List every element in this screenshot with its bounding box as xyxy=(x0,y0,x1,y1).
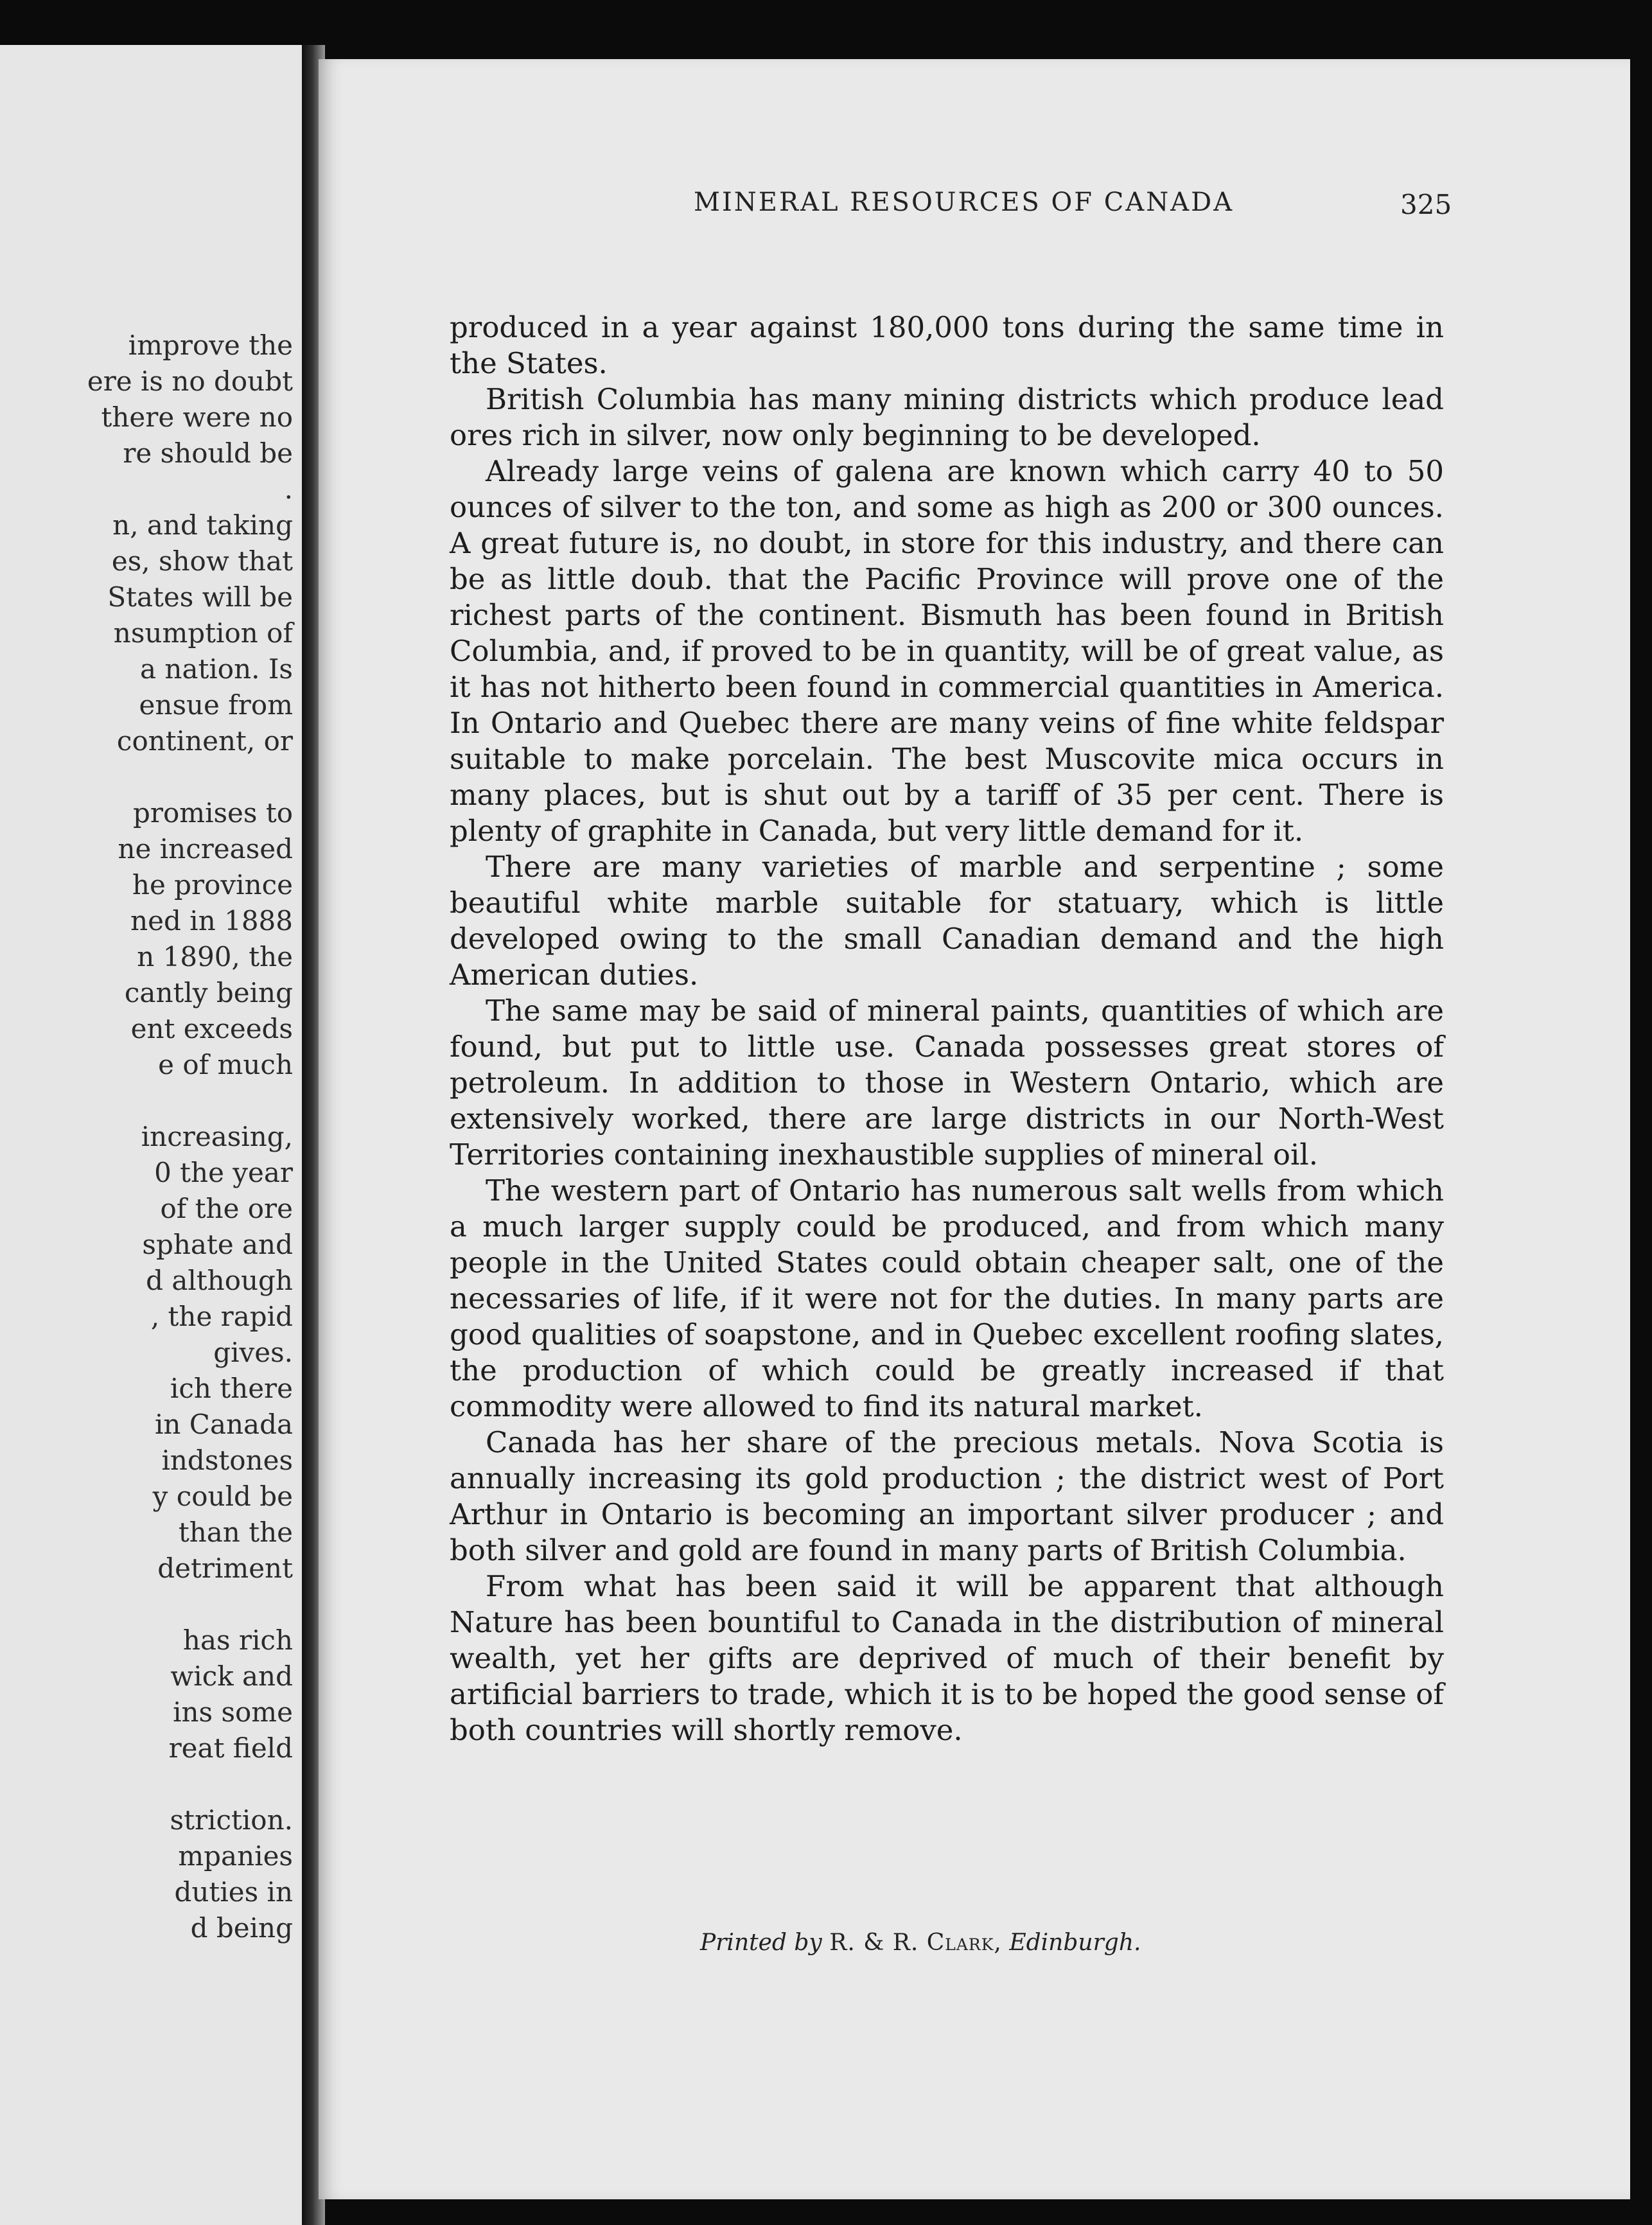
previous-page-line: increasing, xyxy=(141,1121,293,1152)
previous-page-text xyxy=(0,328,293,1946)
paragraph: The same may be said of mineral paints, quantities of which are found, but put to little use. Canada possesses great stores of petroleum. In addition to those in Western Ontario, which are extensively worked, there are large districts in our North-West Territories containing inexhaustible supplies of mineral oil. xyxy=(450,994,1444,1172)
previous-page-line: ensue from xyxy=(139,689,293,721)
previous-page-line: reat field xyxy=(168,1732,293,1764)
previous-page-line: ich there xyxy=(170,1373,293,1404)
previous-page-line xyxy=(0,1587,293,1623)
previous-page-line: he province xyxy=(132,869,293,901)
colophon-place: Edinburgh. xyxy=(1009,1930,1141,1956)
previous-page-line: , the rapid xyxy=(150,1301,293,1332)
previous-page-line: there were no xyxy=(101,401,293,433)
previous-page-line: re should be xyxy=(123,437,293,469)
running-header: MINERAL RESOURCES OF CANADA xyxy=(694,188,1235,217)
previous-page-line: y could be xyxy=(152,1481,293,1512)
previous-page-line: n 1890, the xyxy=(137,941,293,972)
previous-page-line: e of much xyxy=(158,1049,293,1080)
paragraph: From what has been said it will be apparent that although Nature has been bountiful to Canada in the distribution of mineral wealth, yet her gifts are deprived of much of their benefit by artificial barriers to trade, which it is to be hoped the good sense of both countries will shortly remove. xyxy=(450,1569,1444,1747)
previous-page-line: detriment xyxy=(157,1552,293,1584)
paragraph: British Columbia has many mining districts which produce lead ores rich in silver, now only beginning to be developed. xyxy=(450,382,1444,452)
previous-page-line: . xyxy=(284,473,293,505)
previous-page-line: 0 the year xyxy=(154,1157,293,1188)
previous-page-line: continent, or xyxy=(116,725,293,757)
previous-page-line: sphate and xyxy=(142,1229,293,1260)
previous-page-line: ned in 1888 xyxy=(130,905,293,937)
previous-page-line xyxy=(0,1083,293,1119)
paragraph: There are many varieties of marble and serpentine ; some beautiful white marble suitable for statuary, which is little developed owing to the small Canadian demand and the high American duties. xyxy=(450,850,1444,992)
previous-page-line: in Canada xyxy=(154,1409,293,1440)
previous-page-line: indstones xyxy=(161,1445,293,1476)
previous-page-line xyxy=(0,1766,293,1802)
previous-page-line: improve the xyxy=(128,330,293,361)
previous-page xyxy=(0,45,320,2225)
previous-page-line: ent exceeds xyxy=(130,1013,293,1044)
paragraph: The western part of Ontario has numerous salt wells from which a much larger supply could be produced, and from which many people in the United States could obtain cheaper salt, one of the necessaries of life, if it were not for the duties. In many parts are good qualities of soapstone, and in Quebec excellent roofing slates, the production of which could be greatly increased if that commodity were allowed to find its natural market. xyxy=(450,1174,1444,1423)
colophon-printed-by: Printed by xyxy=(700,1930,822,1956)
previous-page-line: promises to xyxy=(133,797,293,829)
printer-colophon xyxy=(700,1930,1141,1956)
previous-page-line: has rich xyxy=(182,1624,293,1656)
previous-page-line: of the ore xyxy=(160,1193,293,1224)
paragraph: Already large veins of galena are known which carry 40 to 50 ounces of silver to the ton, and some as high as 200 or 300 ounces. A great future is, no doubt, in store for this industry, and there can be as little doub. that the Pacific Province will prove one of the richest parts of the continent. Bismuth has been found in British Columbia, and, if proved to be in quantity, will be of great value, as it has not hitherto been found in commercial quantities in America. In Ontario and Quebec there are many veins of fine white feldspar suitable to make porcelain. The best Muscovite mica occurs in many places, but is shut out by a tariff of 35 per cent. There is plenty of graphite in Canada, but very little demand for it. xyxy=(450,454,1444,848)
previous-page-line: ins some xyxy=(173,1696,293,1728)
previous-page-line: than the xyxy=(178,1517,293,1548)
page-number: 325 xyxy=(1400,189,1452,220)
previous-page-line: nsumption of xyxy=(113,617,293,649)
paragraph: produced in a year against 180,000 tons during the same time in the States. xyxy=(450,310,1444,380)
previous-page-line: wick and xyxy=(170,1660,293,1692)
previous-page-line xyxy=(0,759,293,795)
previous-page-line: d although xyxy=(146,1265,293,1296)
previous-page-line: a nation. Is xyxy=(140,653,293,685)
previous-page-line: gives. xyxy=(213,1337,293,1368)
previous-page-line: cantly being xyxy=(124,977,293,1008)
previous-page-line: mpanies xyxy=(178,1840,293,1872)
previous-page-line: es, show that xyxy=(111,545,293,577)
previous-page-line: d being xyxy=(190,1912,293,1944)
previous-page-line: States will be xyxy=(107,581,293,613)
previous-page-line: ne increased xyxy=(118,833,293,865)
previous-page-line: ere is no doubt xyxy=(87,365,293,397)
previous-page-line: n, and taking xyxy=(112,509,293,541)
previous-page-line: striction. xyxy=(170,1804,293,1836)
colophon-printer: R. & R. Clark, xyxy=(829,1930,1002,1956)
paragraph: Canada has her share of the precious metals. Nova Scotia is annually increasing its gold production ; the district west of Port Arthur in Ontario is becoming an important silver producer ; and both silver and gold are found in many parts of British Columbia. xyxy=(450,1425,1444,1567)
body-text xyxy=(450,310,1444,1748)
previous-page-line: duties in xyxy=(174,1876,293,1908)
